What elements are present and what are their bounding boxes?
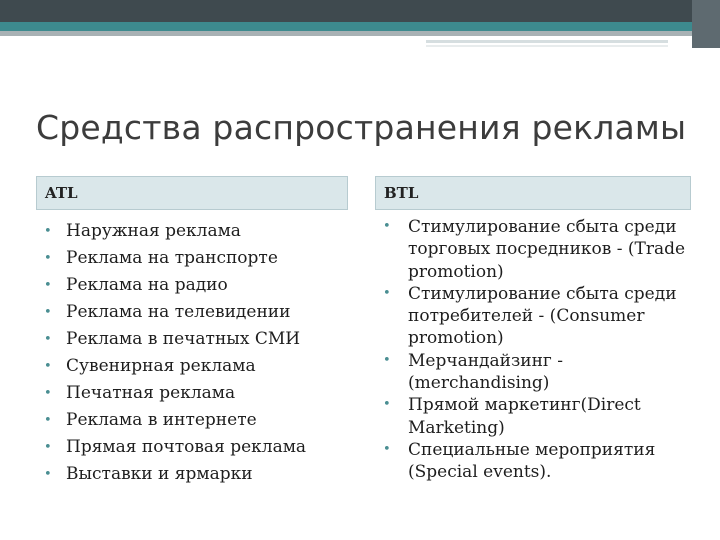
atl-item-text: Печатная реклама bbox=[66, 383, 236, 403]
atl-header: ATL bbox=[36, 176, 348, 210]
btl-list bbox=[383, 216, 698, 484]
btl-item-text: Специальные мероприятия (Special events). bbox=[408, 439, 656, 483]
list-item bbox=[44, 299, 349, 326]
list-item bbox=[44, 434, 349, 461]
atl-item-text: Реклама в печатных СМИ bbox=[66, 329, 301, 349]
bullet-icon: • bbox=[383, 397, 391, 413]
top-band-teal bbox=[0, 22, 720, 31]
atl-item-text: Выставки и ярмарки bbox=[66, 464, 253, 484]
bullet-icon: • bbox=[44, 467, 52, 482]
slide-title: Средства распространения рекламы bbox=[36, 108, 687, 147]
list-item bbox=[44, 353, 349, 380]
bullet-icon: • bbox=[44, 224, 52, 239]
list-item bbox=[44, 326, 349, 353]
btl-item-text: Стимулирование сбыта среди торговых посредников - (Trade promotion) bbox=[408, 217, 686, 282]
list-item bbox=[44, 380, 349, 407]
atl-item-text: Наружная реклама bbox=[66, 221, 241, 241]
bullet-icon: • bbox=[44, 413, 52, 428]
list-item bbox=[383, 394, 698, 439]
atl-item-text: Реклама на радио bbox=[66, 275, 228, 295]
btl-item-text: Прямой маркетинг(Direct Marketing) bbox=[408, 395, 641, 438]
atl-item-text: Прямая почтовая реклама bbox=[66, 437, 307, 457]
bullet-icon: • bbox=[44, 386, 52, 401]
btl-item-text: Мерчандайзинг - (merchandising) bbox=[408, 350, 563, 394]
top-band-dark bbox=[0, 0, 720, 22]
atl-list bbox=[44, 218, 349, 488]
list-item bbox=[383, 216, 698, 283]
list-item bbox=[44, 272, 349, 299]
btl-item-text: Стимулирование сбыта среди потребителей - (Consumer promotion) bbox=[408, 283, 677, 349]
list-item bbox=[383, 350, 698, 395]
bullet-icon: • bbox=[44, 305, 52, 320]
list-item bbox=[383, 439, 698, 484]
bullet-icon: • bbox=[383, 441, 391, 457]
top-right-cap bbox=[692, 0, 720, 48]
atl-item-text: Реклама на транспорте bbox=[66, 248, 278, 268]
accent-line bbox=[426, 40, 668, 43]
atl-item-text: Реклама на телевидении bbox=[66, 302, 291, 322]
bullet-icon: • bbox=[383, 219, 391, 234]
bullet-icon: • bbox=[44, 251, 52, 266]
list-item bbox=[44, 461, 349, 488]
list-item bbox=[44, 245, 349, 272]
top-band-gray bbox=[0, 31, 720, 36]
list-item bbox=[44, 218, 349, 245]
list-item bbox=[383, 283, 698, 350]
bullet-icon: • bbox=[44, 440, 52, 455]
bullet-icon: • bbox=[44, 359, 52, 374]
atl-item-text: Сувенирная реклама bbox=[66, 356, 256, 376]
atl-item-text: Реклама в интернете bbox=[66, 410, 257, 430]
list-item bbox=[44, 407, 349, 434]
btl-header: BTL bbox=[375, 176, 691, 210]
bullet-icon: • bbox=[383, 352, 391, 368]
bullet-icon: • bbox=[44, 332, 52, 347]
bullet-icon: • bbox=[383, 285, 391, 301]
accent-line-secondary bbox=[426, 45, 668, 47]
bullet-icon: • bbox=[44, 278, 52, 293]
